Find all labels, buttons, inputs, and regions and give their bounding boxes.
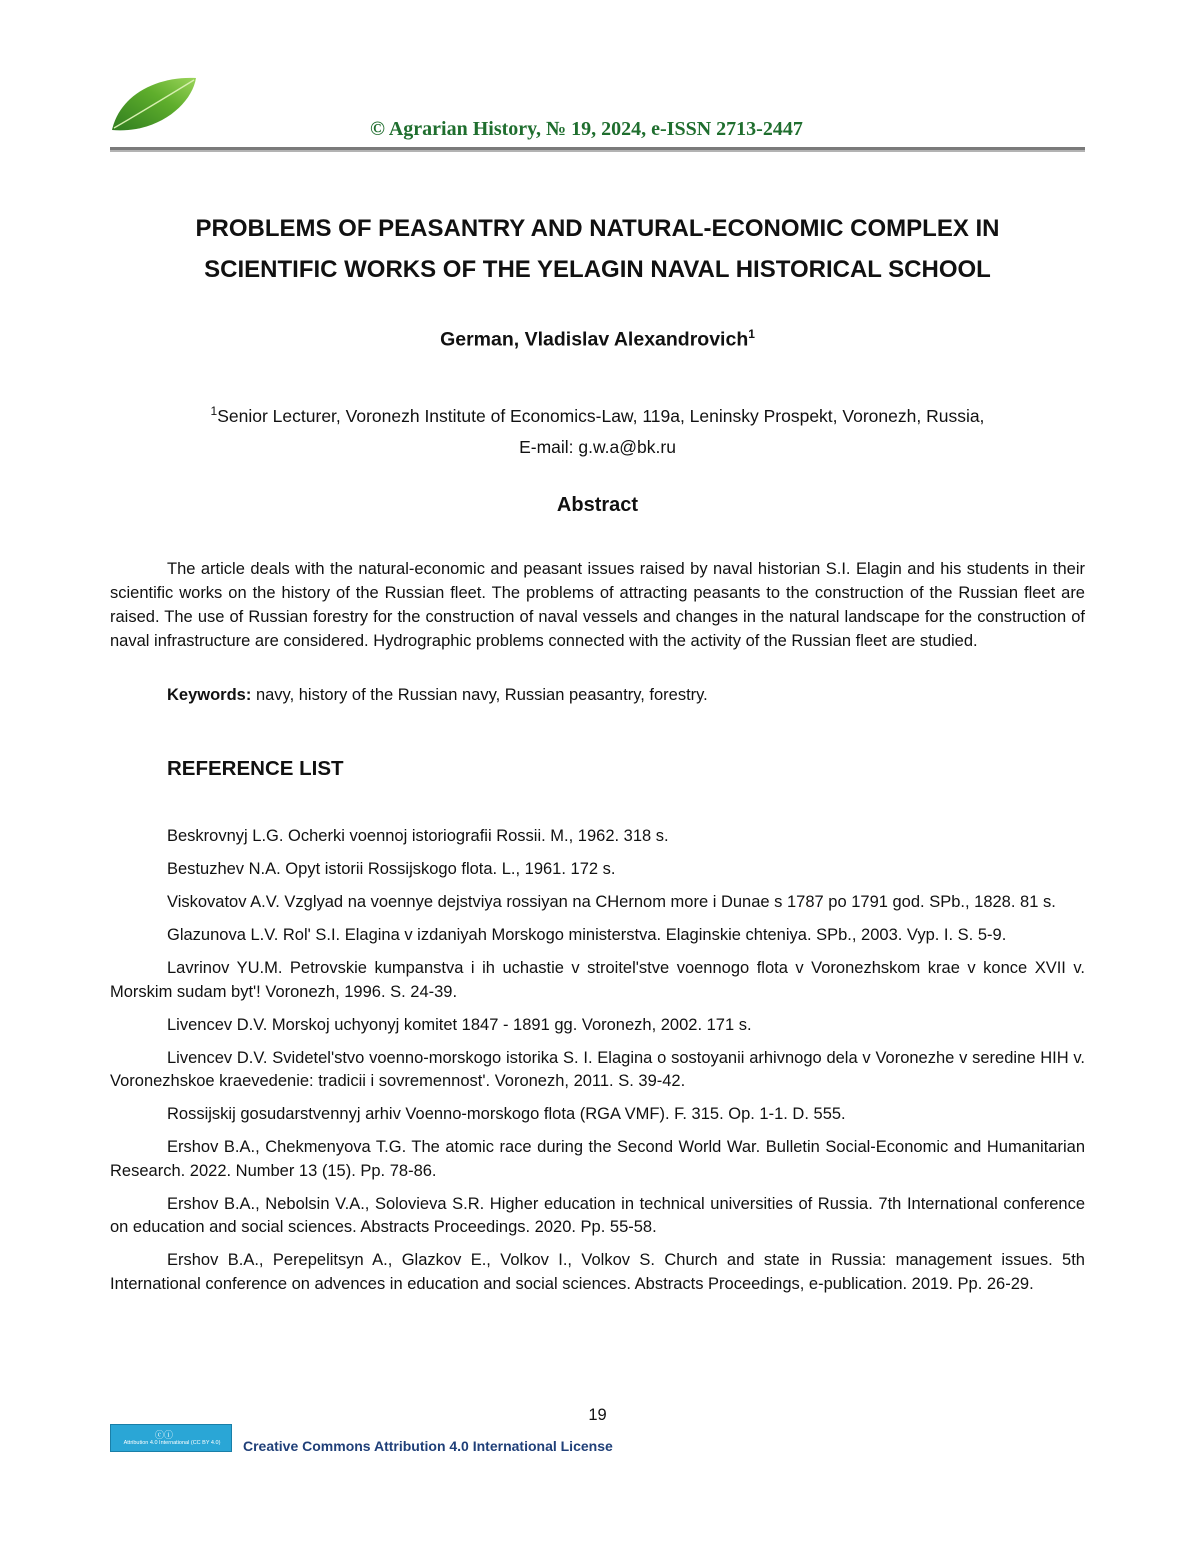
reference-item: Livencev D.V. Morskoj uchyonyj komitet 1847 - 1891 gg. Voronezh, 2002. 171 s. (167, 1015, 752, 1034)
title-line-2: SCIENTIFIC WORKS OF THE YELAGIN NAVAL HISTORICAL SCHOOL (204, 256, 991, 283)
reference-item: Bestuzhev N.A. Opyt istorii Rossijskogo flota. L., 1961. 172 s. (167, 860, 616, 878)
affiliation-text: Senior Lecturer, Voronezh Institute of Economics-Law, 119a, Leninsky Prospekt, Voronezh, Russia, (217, 405, 985, 426)
journal-header: © Agrarian History, № 19, 2024, e-ISSN 2713-2447 (370, 118, 803, 140)
reference-item: Rossijskij gosudarstvennyj arhiv Voenno-morskogo flota (RGA VMF). F. 315. Op. 1-1. D. 555. (167, 1105, 846, 1123)
reference-item: Ershov B.A., Nebolsin V.A., Solovieva S.R. Higher education in technical universities of Russia. 7th International conference on education and social sciences. Abstracts Proceedings. 2020. Pp. 55-58. (110, 1194, 1085, 1236)
affiliation-mark: 1 (210, 404, 218, 418)
author (110, 327, 1085, 352)
cc-badge-text: Attribution 4.0 International (CC BY 4.0) (123, 1440, 221, 1446)
affiliation-email[interactable]: E-mail: g.w.a@bk.ru (519, 436, 676, 457)
keywords-label: Keywords: (167, 686, 252, 704)
keywords-list: navy, history of the Russian navy, Russian peasantry, forestry. (251, 686, 708, 704)
cc-license-badge[interactable] (110, 1424, 232, 1452)
affiliation (110, 396, 1085, 463)
abstract-text: The article deals with the natural-economic and peasant issues raised by naval historian S.I. Elagin and his students in their scientific works on the history of the Russian fleet. The problems of attracting peasants to the construction of the Russian fleet are raised. The use of Russian forestry for the construction of naval vessels and changes in the natural landscape for the construction of naval infrastructure are considered. Hydrographic problems connected with the activity of the Russian fleet are studied. (110, 560, 1085, 650)
header-divider (110, 147, 1085, 152)
author-name: German, Vladislav Alexandrovich (440, 328, 749, 351)
reference-list (110, 825, 1085, 1306)
license-text[interactable]: Creative Commons Attribution 4.0 International License (243, 1438, 613, 1454)
leaf-logo-icon (108, 74, 200, 134)
reference-item: Beskrovnyj L.G. Ocherki voennoj istoriografii Rossii. M., 1962. 318 s. (167, 827, 669, 845)
keywords (167, 686, 1085, 705)
abstract-heading: Abstract (556, 494, 639, 516)
cc-by-icon: ⓒⓘ (155, 1431, 174, 1441)
reference-item: Lavrinov YU.M. Petrovskie kumpanstva i ih uchastie v stroitel'stve voennogo flota v Voronezhskom krae v konce XVII v. Morskim sudam byt'! Voronezh, 1996. S. 24-39. (110, 959, 1085, 1001)
title-line-1: PROBLEMS OF PEASANTRY AND NATURAL-ECONOMIC COMPLEX IN (195, 215, 1000, 242)
author-affiliation-mark: 1 (748, 327, 755, 341)
reference-item: Ershov B.A., Perepelitsyn A., Glazkov E., Volkov I., Volkov S. Church and state in Russia: management issues. 5th International conference on advences in education and social sciences. Abstracts Proceedings, e-publication. 2019. Pp. 26-29. (110, 1251, 1085, 1293)
reference-item: Viskovatov A.V. Vzglyad na voennye dejstviya rossiyan na CHernom more i Dunae s 1787 po 1791 god. SPb., 1828. 81 s. (167, 893, 1056, 911)
reference-item: Ershov B.A., Chekmenyova T.G. The atomic race during the Second World War. Bulletin Social-Economic and Humanitarian Research. 2022. Number 13 (15). Pp. 78-86. (110, 1138, 1085, 1180)
article-title (110, 208, 1085, 290)
reference-item: Glazunova L.V. Rol' S.I. Elagina v izdaniyah Morskogo ministerstva. Elaginskie chteniya. SPb., 2003. Vyp. I. S. 5-9. (167, 926, 1007, 944)
reference-list-heading: REFERENCE LIST (167, 757, 344, 780)
page-number: 19 (588, 1406, 607, 1424)
reference-item: Livencev D.V. Svidetel'stvo voenno-morskogo istorika S. I. Elagina o sostoyanii arhivnogo dela v Voronezhe v seredine HIH v. Voronezhskoe kraevedenie: tradicii i sovremennost'. Voronezh, 2011. S. 39-42. (110, 1048, 1085, 1090)
